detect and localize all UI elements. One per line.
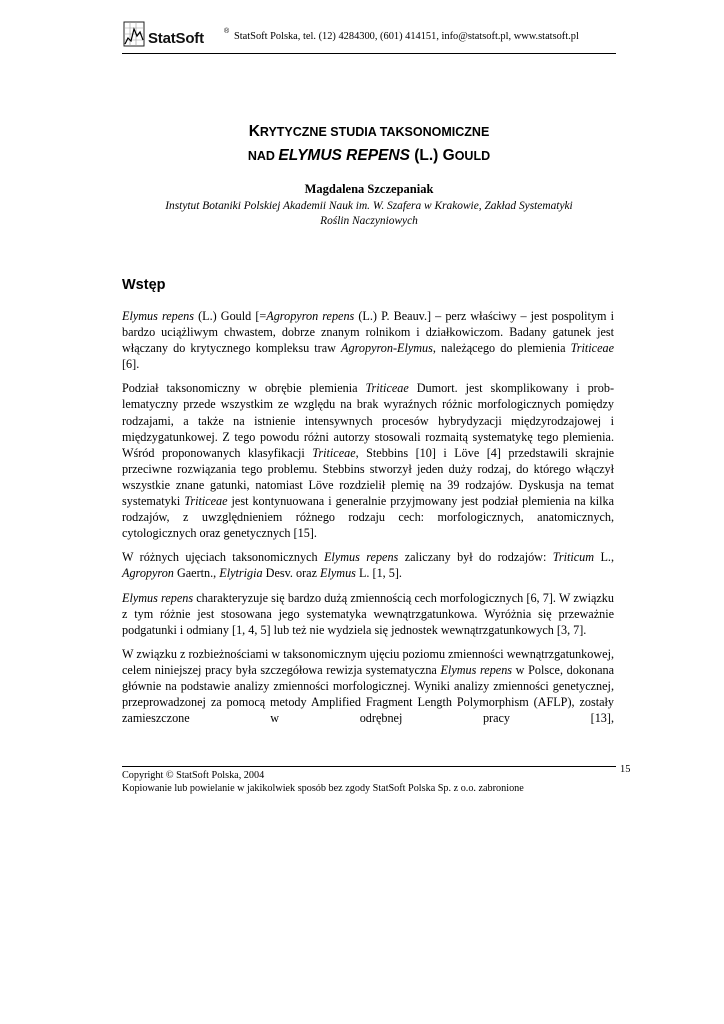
author-name: Magdalena Szczepaniak [304, 182, 434, 196]
genus-name: Elytrigia [219, 566, 263, 581]
paragraph-3 [122, 549, 614, 581]
body-text [122, 308, 614, 734]
text-run: (L.) Gould [= [194, 309, 267, 323]
header-divider [122, 53, 616, 54]
statsoft-logo [122, 20, 230, 52]
text-run: zaliczany był do rodzajów: [398, 550, 553, 565]
title-line-1 [122, 120, 616, 144]
page-footer [122, 770, 524, 795]
text-run: [6]. [122, 357, 140, 372]
species-name: Agropyron-Elymus [341, 341, 433, 356]
copy-notice: Kopiowanie lub powielanie w jakikolwiek sposób bez zgody StatSoft Polska Sp. z o.o. zabronione [122, 782, 524, 794]
title-line-2 [122, 144, 616, 168]
title-initial: K [248, 123, 260, 140]
paragraph-2 [122, 380, 614, 541]
title-species: ELYMUS REPENS [278, 147, 410, 164]
text-run: W związku z rozbieżnościami w taksonomicznym ujęciu poziomu zmienności wewnątrzgatunkowej, celem niniejszej pracy była szczegółowa rewizja systematyczna [122, 646, 614, 677]
species-name: Elymus repens [440, 662, 513, 677]
page-header [122, 14, 616, 54]
text-run: Gaertn., [173, 566, 220, 581]
species-name: Elymus repens [323, 550, 399, 565]
section-heading: Wstęp [122, 277, 166, 293]
text-run: L., [594, 550, 614, 565]
affiliation-line-1: Instytut Botaniki Polskiej Akademii Nauk im. W. Szafera w Krakowie, Zakład Systematyki [165, 200, 573, 212]
paragraph-4 [122, 590, 614, 638]
species-name: Elymus repens [122, 309, 194, 323]
text-run: , Stebbins [10] i Löve [4] przedstawili skrajnie przeciwne rozwiązania tego problemu. Stebbins stworzył jeden duży rodzaj, do którego włączył wszystkie znane gatunki, natomiast Löve rozdzielił plemię na 39 rodzajów. Dyskusja na temat systematyki [122, 445, 614, 509]
taxon-name: Triticeae [312, 445, 356, 460]
text-run: (L.) P. Beauv.] – perz właściwy – jest pospolitym i bardzo uciążliwym chwastem, dobrze znanym rolnikom i działkowiczom. Badany gatunek jest włączany do krytycznego kompleksu traw [122, 309, 614, 356]
genus-name: Elymus [320, 566, 356, 581]
species-name: Agropyron repens [266, 309, 355, 323]
paragraph-5 [122, 646, 614, 726]
header-contact: StatSoft Polska, tel. (12) 4284300, (601) 414151, info@statsoft.pl, www.statsoft.pl [234, 31, 579, 42]
species-name: Elymus repens [122, 590, 194, 605]
title-smallcaps: RYTYCZNE STUDIA TAKSONOMICZNE [259, 125, 490, 139]
footer-divider [122, 766, 616, 767]
text-run: Desv. oraz [262, 566, 321, 581]
title-nad: NAD [247, 149, 279, 163]
registered-mark: ® [224, 28, 230, 35]
copyright-line: Copyright © StatSoft Polska, 2004 [122, 770, 265, 781]
taxon-name: Triticeae [184, 494, 228, 509]
paragraph-1 [122, 308, 614, 372]
text-run: charakteryzuje się bardzo dużą zmiennością cech morfologicznych [6, 7]. W związku z tym różnie jest stosowana jego systematyka wewnątrzgatunkowa. Wyróżnia się przeważnie podgatunki i odmiany [1, 4, 5] lub też nie wydziela się jednostek wewnątrzgatunkowych [3, 7]. [122, 590, 614, 637]
text-run: Podział taksonomiczny w obrębie plemienia [122, 381, 366, 396]
text-run: jest kontynuowana i generalnie przyjmowany jest podział plemienia na kilka rodzajów, z uwzględnieniem różnego rodzaju cech: morfologicznych, anatomicznych, cytologicznych oraz genetycznych [15]. [122, 494, 614, 541]
logo-text: StatSoft [148, 30, 204, 47]
text-run: , należącego do plemienia [432, 341, 571, 356]
text-run: W różnych ujęciach taksonomicznych [122, 550, 324, 565]
genus-name: Triticum [552, 550, 595, 565]
author-affiliation [122, 199, 616, 229]
page-number: 15 [620, 764, 631, 775]
affiliation-line-2: Roślin Naczyniowych [320, 215, 418, 227]
taxon-name: Triticeae [365, 381, 409, 396]
article-title [122, 120, 616, 168]
text-run: w Polsce, dokonana głównie na podstawie analizy zmienności morfologicznej. Wyniki analizy zmienności genetycznej, przeprowadzonej za pomocą metody Amplified Fragment Length Polymorphism (AFLP), zostały zamieszczone w odrębnej pracy [13], [122, 662, 615, 726]
taxon-name: Triticeae [570, 341, 614, 356]
logo-chart-icon [122, 20, 148, 50]
title-gould: OULD [454, 149, 491, 163]
text-run: L. [1, 5]. [355, 566, 402, 581]
genus-name: Agropyron [122, 566, 174, 581]
text-run: Dumort. jest skomplikowany i problematyczny przede wszystkim ze względu na brak wyraźnych różnic morfologicznych pomiędzy rodzajami, a także na istnienie intensywnych procesów hybrydyzacji międzyrodzajowej i międzygatunkowej. Z tego powodu różni autorzy stosowali rozmaitą systematykę tego plemienia. Wśród proponowanych klasyfikacji [122, 381, 614, 460]
title-authority: (L.) G [409, 147, 455, 164]
